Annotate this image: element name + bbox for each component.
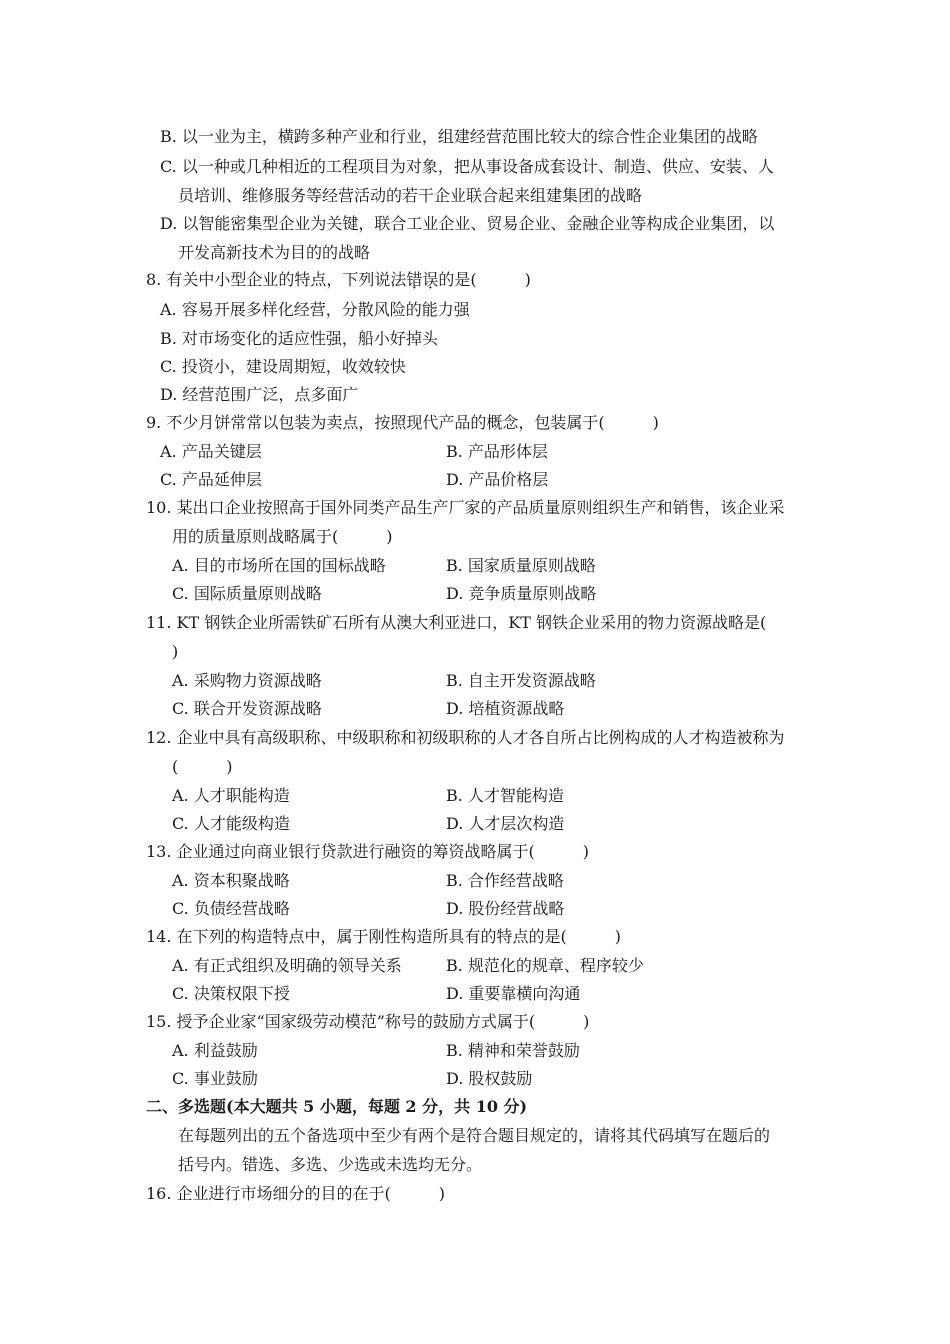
q15-option-d: D. 股权鼓励 xyxy=(446,1069,533,1088)
q9-stem: 9. 不少月饼常常以包装为卖点，按照现代产品的概念，包装属于( ) xyxy=(146,413,659,432)
section-2-heading: 二、多选题(本大题共 5 小题，每题 2 分，共 10 分) xyxy=(146,1097,528,1116)
q11-option-a: A. 采购物力资源战略 xyxy=(172,671,322,690)
q9-option-c: C. 产品延伸层 xyxy=(160,470,262,489)
q8-stem-pre: 8. 有关中小型企业的特点，下列说法 xyxy=(146,270,407,289)
q7-option-c-line2: 员培训、维修服务等经营活动的若干企业联合起来组建集团的战略 xyxy=(178,186,643,205)
q13-option-a: A. 资本积聚战略 xyxy=(172,871,290,890)
q15-stem: 15. 授予企业家“国家级劳动模范”称号的鼓励方式属于( ) xyxy=(146,1012,590,1031)
q14-option-c: C. 决策权限下授 xyxy=(172,984,290,1003)
q8-stem xyxy=(146,270,531,290)
q12-option-c: C. 人才能级构造 xyxy=(172,814,290,833)
q8-emphasis-char-1: 错 xyxy=(406,270,423,289)
q12-stem-line2: ( ) xyxy=(172,757,233,776)
q15-option-b: B. 精神和荣誉鼓励 xyxy=(446,1041,580,1060)
q10-stem-line2: 用的质量原则战略属于( ) xyxy=(172,527,393,546)
q15-option-c: C. 事业鼓励 xyxy=(172,1069,258,1088)
q12-option-a: A. 人才职能构造 xyxy=(172,786,290,805)
q8-option-d: D. 经营范围广泛，点多面广 xyxy=(160,385,359,404)
q10-option-b: B. 国家质量原则战略 xyxy=(446,556,596,575)
q7-option-d-line1: D. 以智能密集型企业为关键，联合工业企业、贸易企业、金融企业等构成企业集团，以 xyxy=(160,214,775,233)
q13-option-b: B. 合作经营战略 xyxy=(446,871,564,890)
q10-option-a: A. 目的市场所在国的国标战略 xyxy=(172,556,386,575)
q11-stem-line1: 11. KT 钢铁企业所需铁矿石所有从澳大利亚进口，KT 钢铁企业采用的物力资源战略是( xyxy=(146,613,767,632)
q13-option-c: C. 负债经营战略 xyxy=(172,899,290,918)
q11-stem-line2: ) xyxy=(172,642,179,661)
q14-option-a: A. 有正式组织及明确的领导关系 xyxy=(172,956,402,975)
q13-option-d: D. 股份经营战略 xyxy=(446,899,565,918)
q10-option-c: C. 国际质量原则战略 xyxy=(172,584,322,603)
q12-option-d: D. 人才层次构造 xyxy=(446,814,565,833)
q7-option-b: B. 以一业为主，横跨多种产业和行业，组建经营范围比较大的综合性企业集团的战略 xyxy=(160,127,758,146)
section-2-instructions-line2: 括号内。错选、多选、少选或未选均无分。 xyxy=(178,1155,483,1174)
q8-option-a: A. 容易开展多样化经营，分散风险的能力强 xyxy=(160,300,470,319)
q7-option-d-line2: 开发高新技术为目的的战略 xyxy=(178,243,371,262)
q10-stem-line1: 10. 某出口企业按照高于国外同类产品生产厂家的产品质量原则组织生产和销售，该企业采 xyxy=(146,498,785,517)
section-2-instructions-line1: 在每题列出的五个备选项中至少有两个是符合题目规定的，请将其代码填写在题后的 xyxy=(178,1126,771,1145)
q14-stem: 14. 在下列的构造特点中，属于刚性构造所具有的特点的是( ) xyxy=(146,927,622,946)
q12-stem-line1: 12. 企业中具有高级职称、中级职称和初级职称的人才各自所占比例构成的人才构造被称为 xyxy=(146,728,785,747)
q11-option-c: C. 联合开发资源战略 xyxy=(172,699,322,718)
q8-stem-post: 的是( ) xyxy=(438,270,531,289)
q8-option-b: B. 对市场变化的适应性强，船小好掉头 xyxy=(160,329,438,348)
q14-option-d: D. 重要靠横向沟通 xyxy=(446,984,581,1003)
q8-emphasis-char-2: 误 xyxy=(422,270,439,289)
q13-stem: 13. 企业通过向商业银行贷款进行融资的筹资战略属于( ) xyxy=(146,842,590,861)
q14-option-b: B. 规范化的规章、程序较少 xyxy=(446,956,644,975)
q10-option-d: D. 竞争质量原则战略 xyxy=(446,584,597,603)
q16-stem: 16. 企业进行市场细分的目的在于( ) xyxy=(146,1184,446,1203)
q11-option-d: D. 培植资源战略 xyxy=(446,699,565,718)
q12-option-b: B. 人才智能构造 xyxy=(446,786,564,805)
q9-option-d: D. 产品价格层 xyxy=(446,470,549,489)
q8-option-c: C. 投资小，建设周期短，收效较快 xyxy=(160,357,406,376)
q9-option-b: B. 产品形体层 xyxy=(446,442,548,461)
q15-option-a: A. 利益鼓励 xyxy=(172,1041,258,1060)
q7-option-c-line1: C. 以一种或几种相近的工程项目为对象，把从事设备成套设计、制造、供应、安装、人 xyxy=(160,157,774,176)
q11-option-b: B. 自主开发资源战略 xyxy=(446,671,596,690)
q9-option-a: A. 产品关键层 xyxy=(160,442,262,461)
